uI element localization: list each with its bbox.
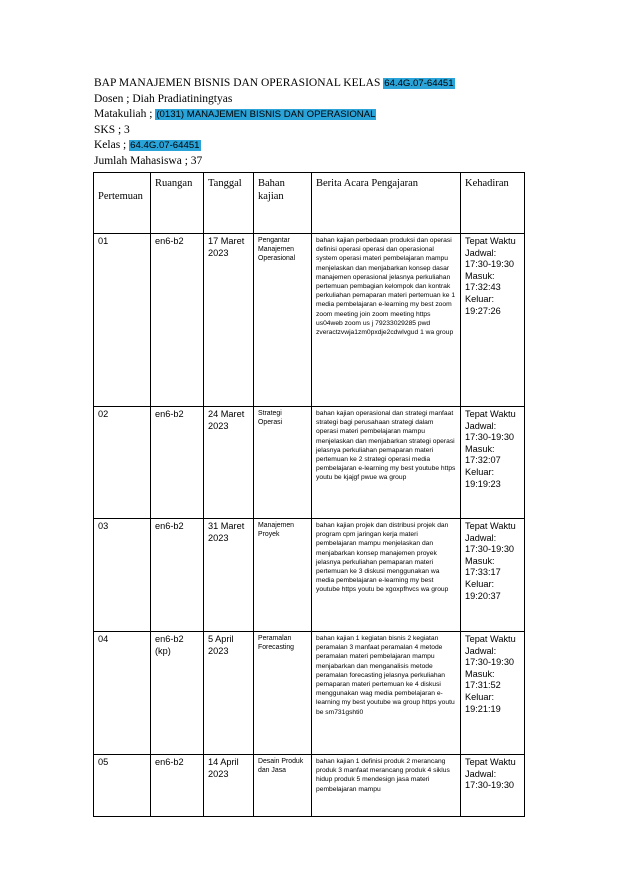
kelas-value: 64.4G.07-64451 <box>130 140 200 151</box>
sks-value: 3 <box>124 123 130 136</box>
cell-tanggal: 24 Maret 2023 <box>204 407 254 519</box>
table-row <box>94 755 525 817</box>
table-row <box>94 519 525 632</box>
cell-pertemuan: 03 <box>94 519 151 632</box>
jumlah-line <box>94 154 594 170</box>
jumlah-value: 37 <box>190 154 203 167</box>
table-row <box>94 632 525 755</box>
col-header-pertemuan: Pertemuan <box>94 173 151 234</box>
matakuliah-line <box>94 107 594 123</box>
kelas-label: Kelas ; <box>94 139 130 151</box>
cell-ruangan: en6-b2 <box>151 755 204 817</box>
document-title <box>94 76 594 92</box>
cell-berita-acara: bahan kajian 1 definisi produk 2 merancang produk 3 manfaat merancang produk 4 siklus hidup produk 5 mendesign jasa materi pembelajaran mampu <box>312 755 461 817</box>
col-header-berita-acara: Berita Acara Pengajaran <box>312 173 461 234</box>
col-header-ruangan: Ruangan <box>151 173 204 234</box>
matakuliah-label: Matakuliah ; <box>94 108 156 120</box>
document-header <box>94 76 594 169</box>
cell-tanggal: 31 Maret 2023 <box>204 519 254 632</box>
title-kelas-highlight: 64.4G.07-64451 <box>384 78 454 89</box>
cell-tanggal: 14 April 2023 <box>204 755 254 817</box>
cell-bahan-kajian: Peramalan Forecasting <box>254 632 312 755</box>
cell-berita-acara: bahan kajian projek dan distribusi projek dan program cpm jaringan kerja materi pembelajaran mampu menjelaskan dan menjabarkan konsep manajemen proyek jelasnya perkuliahan pemaparan materi pertemuan ke 3 diskusi menggunakan wa media pembelajaran e-learning my best youtube https youtu be xgoxpfhvcs wa group <box>312 519 461 632</box>
cell-bahan-kajian: Desain Produk dan Jasa <box>254 755 312 817</box>
kelas-line <box>94 138 594 154</box>
cell-pertemuan: 01 <box>94 234 151 407</box>
cell-kehadiran: Tepat Waktu Jadwal: 17:30-19:30 Masuk: 17:32:07 Keluar: 19:19:23 <box>461 407 525 519</box>
cell-berita-acara: bahan kajian 1 kegiatan bisnis 2 kegiatan peramalan 3 manfaat peramalan 4 metode peramalan materi pembelajaran mampu menjabarkan dan menganalisis metode peramalan forecasting jelasnya perkuliahan pemaparan materi pertemuan ke 4 diskusi menggunakan wag media pembelajaran e-learning my best youtube wa group https youtu be sm731gshti0 <box>312 632 461 755</box>
cell-ruangan: en6-b2 (kp) <box>151 632 204 755</box>
dosen-value: Diah Pradiatiningtyas <box>132 92 233 105</box>
bap-table <box>93 172 525 817</box>
cell-kehadiran: Tepat Waktu Jadwal: 17:30-19:30 Masuk: 17:33:17 Keluar: 19:20:37 <box>461 519 525 632</box>
cell-tanggal: 5 April 2023 <box>204 632 254 755</box>
title-text: BAP MANAJEMEN BISNIS DAN OPERASIONAL KELAS <box>94 77 381 89</box>
sks-label: SKS ; <box>94 123 125 136</box>
cell-pertemuan: 02 <box>94 407 151 519</box>
cell-kehadiran: Tepat Waktu Jadwal: 17:30-19:30 <box>461 755 525 817</box>
sks-line <box>94 123 594 139</box>
cell-pertemuan: 05 <box>94 755 151 817</box>
cell-bahan-kajian: Manajemen Proyek <box>254 519 312 632</box>
cell-kehadiran: Tepat Waktu Jadwal: 17:30-19:30 Masuk: 17:31:52 Keluar: 19:21:19 <box>461 632 525 755</box>
table-row <box>94 234 525 407</box>
dosen-line <box>94 92 594 108</box>
table-header-row <box>94 173 525 234</box>
jumlah-label: Jumlah Mahasiswa ; <box>94 154 191 167</box>
cell-pertemuan: 04 <box>94 632 151 755</box>
cell-berita-acara: bahan kajian operasional dan strategi manfaat strategi bagi perusahaan strategi dalam operasi materi pembelajaran mampu menjelaskan dan menjabarkan strategi operasi jelasnya perkuliahan pemaparan materi pertemuan ke 2 strategi operasi media pembelajaran e-learning my best youtube https youtu be kjajgf pwue wa group <box>312 407 461 519</box>
cell-bahan-kajian: Pengantar Manajemen Operasional <box>254 234 312 407</box>
table-row <box>94 407 525 519</box>
cell-tanggal: 17 Maret 2023 <box>204 234 254 407</box>
cell-ruangan: en6-b2 <box>151 519 204 632</box>
cell-berita-acara: bahan kajian perbedaan produksi dan operasi definisi operasi operasi dan operasional system operasi materi pembelajaran mampu menjelaskan dan menjabarkan konsep dasar manajemen operasional jelasnya perkuliahan pertemuan pembagian kelompok dan kontrak perkuliahan pemaparan materi pertemuan ke 1 media pembelajaran e-learning my best zoom zoom meeting join zoom meeting https us04web zoom us j 79233029285 pwd zveractzvwja1zm0pxdje2cdwlvgud 1 wa group <box>312 234 461 407</box>
col-header-kehadiran: Kehadiran <box>461 173 525 234</box>
col-header-bahan-kajian: Bahan kajian <box>254 173 312 234</box>
cell-ruangan: en6-b2 <box>151 234 204 407</box>
cell-ruangan: en6-b2 <box>151 407 204 519</box>
col-header-tanggal: Tanggal <box>204 173 254 234</box>
cell-bahan-kajian: Strategi Operasi <box>254 407 312 519</box>
cell-kehadiran: Tepat Waktu Jadwal: 17:30-19:30 Masuk: 17:32:43 Keluar: 19:27:26 <box>461 234 525 407</box>
matakuliah-value: (0131) MANAJEMEN BISNIS DAN OPERASIONAL <box>156 109 376 120</box>
dosen-label: Dosen ; <box>94 92 133 105</box>
